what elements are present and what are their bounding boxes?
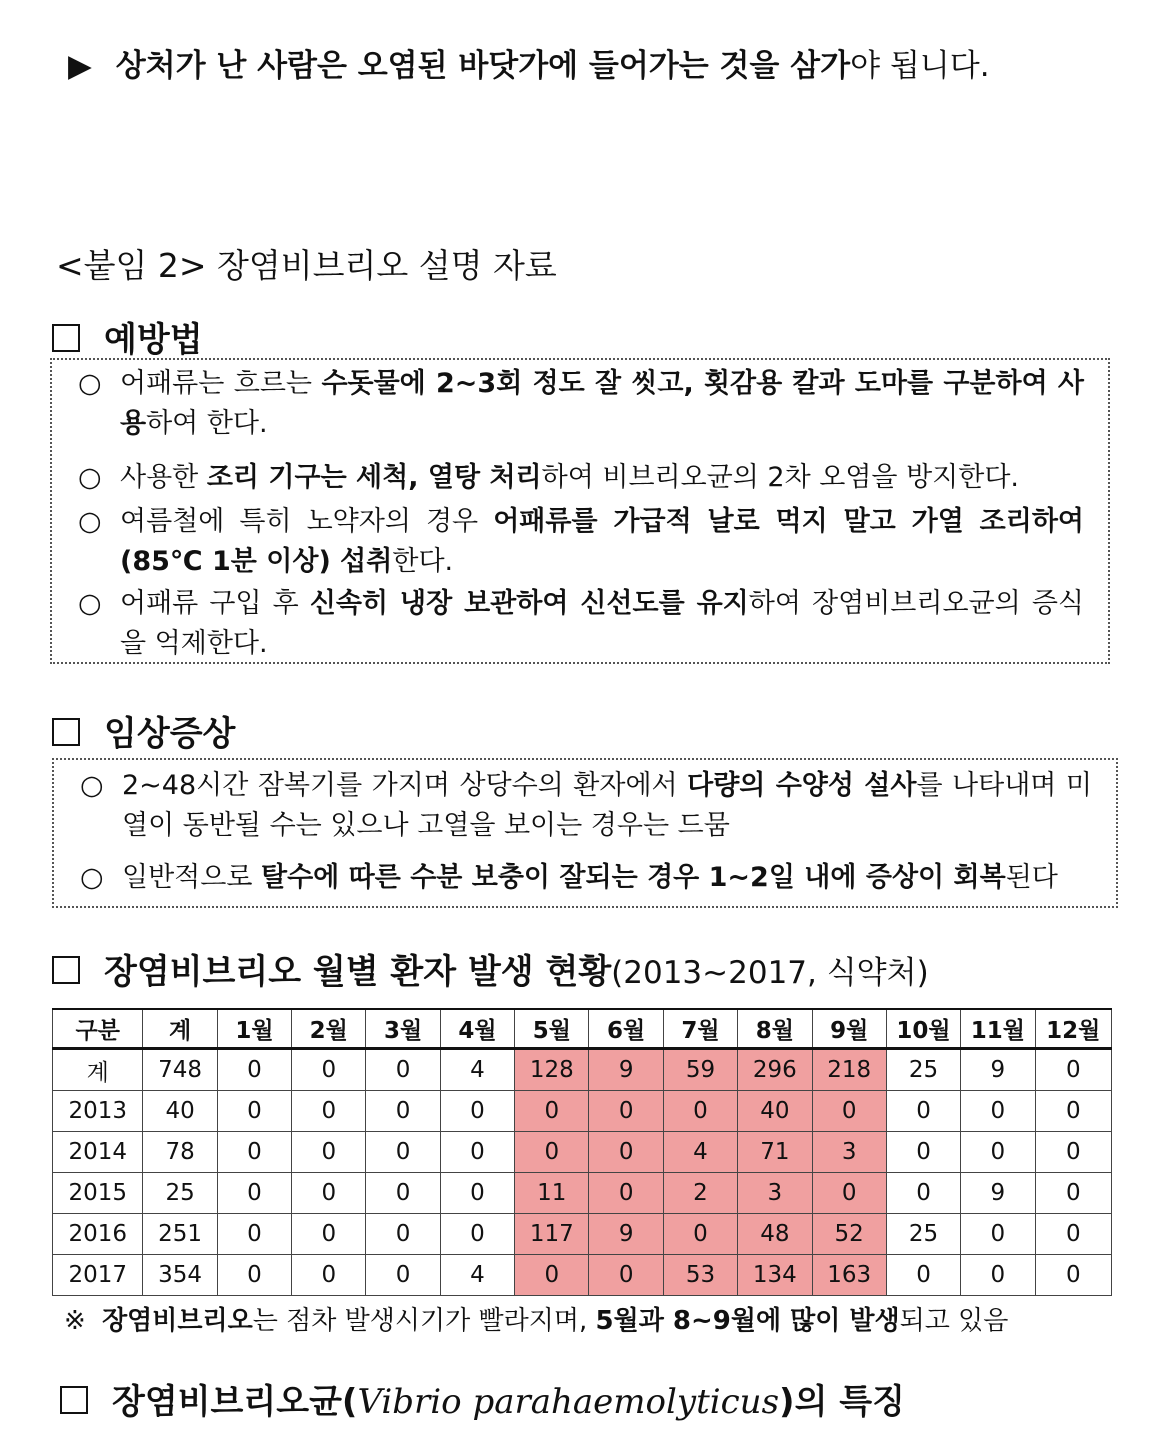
- table-cell: 134: [738, 1255, 812, 1296]
- table-cell: 0: [217, 1173, 291, 1214]
- table-row: [53, 1049, 1112, 1091]
- monthly-subtitle: (2013~2017, 식약처): [611, 955, 929, 991]
- table-cell: 9: [961, 1173, 1035, 1214]
- table-cell: 0: [440, 1173, 514, 1214]
- table-cell: 0: [366, 1132, 440, 1173]
- row-label-cell: 2015: [53, 1173, 143, 1214]
- table-cell: 0: [292, 1214, 366, 1255]
- table-cell: 78: [143, 1132, 217, 1173]
- table-cell: 0: [292, 1091, 366, 1132]
- row-label-cell: 2017: [53, 1255, 143, 1296]
- table-row: [53, 1132, 1112, 1173]
- table-cell: 0: [886, 1132, 960, 1173]
- monthly-title: 장염비브리오 월별 환자 발생 현황: [104, 952, 612, 992]
- row-label-cell: 2013: [53, 1091, 143, 1132]
- circle-bullet-icon: ○: [78, 462, 102, 493]
- table-cell: 0: [1035, 1173, 1111, 1214]
- vibrio-title-post: )의 특징: [779, 1382, 905, 1422]
- table-cell: 0: [589, 1132, 663, 1173]
- reference-mark: ※: [64, 1306, 86, 1336]
- prevention-item-2: [78, 458, 1084, 498]
- table-cell: 0: [217, 1255, 291, 1296]
- table-header-cell: 3월: [366, 1009, 440, 1049]
- table-cell: 0: [961, 1132, 1035, 1173]
- row-label-cell: 계: [53, 1049, 143, 1091]
- table-cell: 0: [961, 1091, 1035, 1132]
- triangle-marker-icon: ▶: [68, 48, 92, 84]
- table-cell: 4: [663, 1132, 737, 1173]
- table-header-cell: 11월: [961, 1009, 1035, 1049]
- table-cell: 52: [812, 1214, 886, 1255]
- table-cell: 3: [812, 1132, 886, 1173]
- checkbox-square-icon: [52, 324, 80, 352]
- item-bold: 어패류를 가급적 날로 먹지 말고 가열 조리하여 (85℃ 1분 이상) 섭취: [120, 506, 1084, 577]
- item-text: 2~48시간 잠복기를 가지며 상당수의 환자에서: [122, 770, 688, 801]
- table-cell: 0: [1035, 1255, 1111, 1296]
- item-bold: 다량의 수양성 설사: [687, 770, 917, 801]
- table-cell: 0: [366, 1049, 440, 1091]
- table-cell: 0: [663, 1214, 737, 1255]
- prevention-item-1: [78, 364, 1084, 444]
- table-cell: 0: [440, 1132, 514, 1173]
- table-cell: 11: [515, 1173, 589, 1214]
- table-cell: 0: [217, 1049, 291, 1091]
- table-header-cell: 9월: [812, 1009, 886, 1049]
- table-header-cell: 4월: [440, 1009, 514, 1049]
- table-cell: 0: [515, 1132, 589, 1173]
- table-cell: 0: [292, 1173, 366, 1214]
- symptoms-heading: [52, 706, 235, 755]
- footnote-bold: 5월과 8~9월에 많이 발생: [595, 1306, 900, 1336]
- table-cell: 0: [1035, 1049, 1111, 1091]
- table-cell: 0: [663, 1091, 737, 1132]
- table-cell: 128: [515, 1049, 589, 1091]
- item-text: 하여 한다.: [146, 408, 268, 439]
- monthly-cases-table: [52, 1008, 1112, 1296]
- checkbox-square-icon: [52, 718, 80, 746]
- table-cell: 0: [589, 1255, 663, 1296]
- table-cell: 296: [738, 1049, 812, 1091]
- item-bold: 수돗물에 2~3회 정도 잘 씻고, 횟감용 칼과 도마를 구분하여 사용: [120, 368, 1084, 439]
- table-cell: 0: [217, 1132, 291, 1173]
- prevention-item-3: [78, 502, 1084, 582]
- table-row: [53, 1091, 1112, 1132]
- table-cell: 0: [217, 1214, 291, 1255]
- table-cell: 0: [886, 1173, 960, 1214]
- table-cell: 0: [589, 1173, 663, 1214]
- table-cell: 2: [663, 1173, 737, 1214]
- table-cell: 9: [589, 1214, 663, 1255]
- table-cell: 0: [515, 1255, 589, 1296]
- table-cell: 40: [143, 1091, 217, 1132]
- table-cell: 0: [440, 1214, 514, 1255]
- table-cell: 9: [961, 1049, 1035, 1091]
- item-text: 어패류는 흐르는: [120, 368, 322, 399]
- table-header-cell: 6월: [589, 1009, 663, 1049]
- item-bold: 조리 기구는 세척, 열탕 처리: [206, 462, 542, 493]
- prevention-heading: [52, 312, 203, 361]
- monthly-heading: [52, 944, 929, 993]
- warning-note: [68, 40, 990, 85]
- table-cell: 0: [292, 1132, 366, 1173]
- table-header-cell: 12월: [1035, 1009, 1111, 1049]
- table-header-cell: 1월: [217, 1009, 291, 1049]
- table-cell: 48: [738, 1214, 812, 1255]
- table-cell: 25: [886, 1214, 960, 1255]
- vibrio-scientific-name: Vibrio parahaemolyticus: [357, 1382, 780, 1422]
- circle-bullet-icon: ○: [78, 588, 102, 619]
- warning-note-rest: 야 됩니다.: [850, 48, 990, 84]
- table-cell: 0: [292, 1049, 366, 1091]
- item-bold: 신속히 냉장 보관하여 신선도를 유지: [309, 588, 749, 619]
- table-cell: 0: [366, 1255, 440, 1296]
- circle-bullet-icon: ○: [78, 368, 102, 399]
- table-row: [53, 1173, 1112, 1214]
- table-cell: 3: [738, 1173, 812, 1214]
- row-label-cell: 2014: [53, 1132, 143, 1173]
- table-header-cell: 계: [143, 1009, 217, 1049]
- table-cell: 163: [812, 1255, 886, 1296]
- vibrio-heading: [60, 1374, 905, 1423]
- table-cell: 4: [440, 1049, 514, 1091]
- table-cell: 117: [515, 1214, 589, 1255]
- table-cell: 0: [812, 1173, 886, 1214]
- table-cell: 0: [1035, 1091, 1111, 1132]
- table-header-cell: 구분: [53, 1009, 143, 1049]
- table-cell: 0: [961, 1214, 1035, 1255]
- table-header-cell: 8월: [738, 1009, 812, 1049]
- table-header-cell: 5월: [515, 1009, 589, 1049]
- table-cell: 4: [440, 1255, 514, 1296]
- row-label-cell: 2016: [53, 1214, 143, 1255]
- table-cell: 0: [589, 1091, 663, 1132]
- item-text: 한다.: [392, 546, 454, 577]
- table-cell: 25: [886, 1049, 960, 1091]
- table-cell: 0: [1035, 1132, 1111, 1173]
- item-text: 사용한: [120, 462, 207, 493]
- table-row: [53, 1255, 1112, 1296]
- footnote-text: 되고 있음: [899, 1306, 1009, 1336]
- table-header-cell: 10월: [886, 1009, 960, 1049]
- footnote-bold: 장염비브리오: [102, 1306, 253, 1336]
- table-header-cell: 7월: [663, 1009, 737, 1049]
- table-cell: 354: [143, 1255, 217, 1296]
- table-cell: 251: [143, 1214, 217, 1255]
- table-cell: 0: [366, 1214, 440, 1255]
- checkbox-square-icon: [52, 956, 80, 984]
- table-cell: 0: [292, 1255, 366, 1296]
- table-cell: 218: [812, 1049, 886, 1091]
- item-text: 어패류 구입 후: [120, 588, 310, 619]
- item-bold: 탈수에 따른 수분 보충이 잘되는 경우 1~2일 내에 증상이 회복: [261, 862, 1006, 893]
- table-cell: 53: [663, 1255, 737, 1296]
- table-cell: 25: [143, 1173, 217, 1214]
- footnote-text: 는 점차 발생시기가 빨라지며,: [252, 1306, 596, 1336]
- table-cell: 0: [886, 1091, 960, 1132]
- table-header-cell: 2월: [292, 1009, 366, 1049]
- table-footnote: [64, 1300, 1008, 1337]
- item-text: 일반적으로: [122, 862, 261, 893]
- table-cell: 0: [515, 1091, 589, 1132]
- circle-bullet-icon: ○: [78, 506, 102, 537]
- table-row: [53, 1214, 1112, 1255]
- item-text: 여름철에 특히 노약자의 경우: [120, 506, 494, 537]
- table-cell: 59: [663, 1049, 737, 1091]
- table-cell: 71: [738, 1132, 812, 1173]
- table-cell: 0: [366, 1091, 440, 1132]
- attachment-title: <붙임 2> 장염비브리오 설명 자료: [56, 246, 557, 285]
- table-cell: 0: [366, 1173, 440, 1214]
- table-cell: 0: [1035, 1214, 1111, 1255]
- table-cell: 0: [217, 1091, 291, 1132]
- table-cell: 0: [440, 1091, 514, 1132]
- table-cell: 0: [886, 1255, 960, 1296]
- symptoms-item-2: [80, 858, 1092, 898]
- table-cell: 748: [143, 1049, 217, 1091]
- table-cell: 9: [589, 1049, 663, 1091]
- table-cell: 0: [812, 1091, 886, 1132]
- item-text: 하여 비브리오균의 2차 오염을 방지한다.: [541, 462, 1020, 493]
- item-text: 된다: [1005, 862, 1058, 893]
- circle-bullet-icon: ○: [80, 770, 104, 801]
- symptoms-item-1: [80, 766, 1092, 846]
- table-cell: 0: [961, 1255, 1035, 1296]
- item-text: 하여 장염비브리오균의 증식을 억제한다.: [120, 588, 1084, 659]
- vibrio-title-pre: 장염비브리오균(: [112, 1382, 358, 1422]
- table-cell: 40: [738, 1091, 812, 1132]
- checkbox-square-icon: [60, 1386, 88, 1414]
- warning-note-bold: 상처가 난 사람은 오염된 바닷가에 들어가는 것을 삼가: [115, 48, 851, 84]
- symptoms-title: 임상증상: [104, 714, 236, 754]
- circle-bullet-icon: ○: [80, 862, 104, 893]
- prevention-title: 예방법: [104, 320, 203, 360]
- prevention-item-4: [78, 584, 1084, 664]
- item-text: 를 나타내며 미열이 동반될 수는 있으나 고열을 보이는 경우는 드뭄: [122, 770, 1092, 841]
